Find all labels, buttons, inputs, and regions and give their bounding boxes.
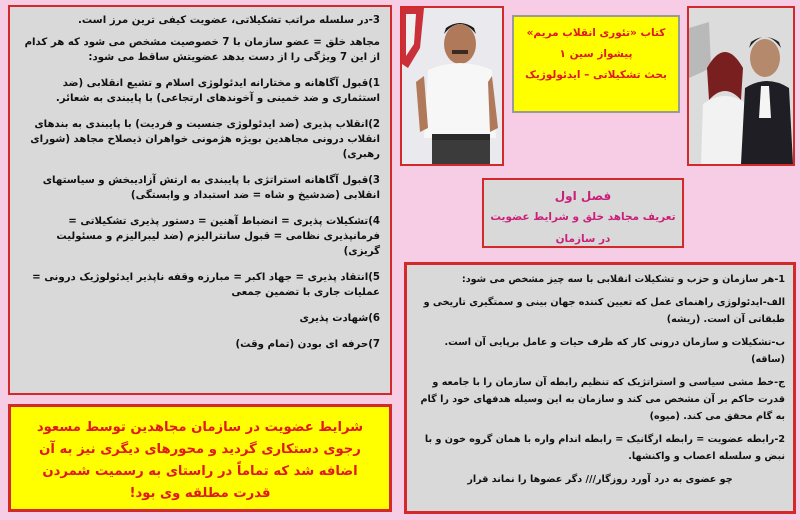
organization-definition-panel [404, 262, 796, 514]
criteria-item-6: 6)شهادت پذیری [299, 313, 380, 324]
criteria-item-3: 3)قبول آگاهانه استراتژی با پایبندی به ارتش آزادیبخش و سیاستهای انقلابی (ضدشیخ و شاه = ضد استبداد و وابستگی) [42, 175, 380, 201]
couple-photo-illustration [689, 8, 793, 164]
book-title-box [512, 15, 680, 113]
criteria-item-5: 5)انتقاد پذیری = جهاد اکبر = مبارزه وقفه ناپذیر ایدئولوژیک درونی = عملیات جاری با تضمین جمعی [32, 272, 380, 298]
definition-intro: 1-هر سازمان و حزب و تشکیلات انقلابی با سه چیز مشخص می شود: [461, 274, 785, 285]
book-subtitle: پیشواز سین ۱ [559, 48, 633, 60]
criteria-item-4: 4)تشکیلات پذیری = انضباط آهنین = دستور پذیری تشکیلاتی = فرمانپذیری نظامی = قبول سانترالیزم (ضد لیبرالیزم و مسئولیت گریزی) [56, 216, 380, 257]
criteria-item-2: 2)انقلاب پذیری (ضد ایدئولوژی جنسیت و فردیت) با پایبندی به بندهای انقلاب درونی مجاهدین بویژه هژمونی خواهران ذیصلاح مجاهد (شورای رهبری) [30, 119, 380, 160]
chapter-subtitle: تعریف مجاهد خلق و شرایط عضویت در سازمان [490, 211, 676, 245]
criteria-intro: 3-در سلسله مراتب تشکیلاتی، عضویت کیفی ترین مرز است. [78, 15, 380, 26]
book-topic: بحث تشکیلاتی – ایدئولوژیک [525, 69, 667, 81]
definition-item-strategy: ج-خط مشی سیاسی و استراتژیک که تنظیم رابطه آن سازمان را با جامعه و قدرت حاکم بر آن مشخص می کند و سازمان به این وسیله هدفهای خود را گام به گام محقق می کند. (میوه) [420, 377, 785, 422]
speaker-photo [400, 6, 504, 166]
criteria-item-1: 1)قبول آگاهانه و مختارانه ایدئولوژی اسلام و تشیع انقلابی (ضد استثماری و ضد خمینی و آخوندهای ارتجاعی) با پایبندی به شعائر. [55, 78, 380, 104]
definition-item-ideology: الف-ایدئولوژی راهنمای عمل که تعیین کننده جهان بینی و سمتگیری تاریخی و طبقاتی آن است. (ریشه) [423, 297, 785, 325]
chapter-title-box [482, 178, 684, 248]
chapter-title: فصل اول [554, 189, 612, 203]
book-title: کتاب «تئوری انقلاب مریم» [526, 27, 666, 39]
couple-photo [687, 6, 795, 166]
highlight-note-text: شرایط عضویت در سازمان مجاهدین توسط مسعود رجوی دستکاری گردید و محورهای دیگری نیز به آن اضافه شد که تماماً در راستای به رسمیت شمردن قدرت مطلقه وی بود! [36, 420, 364, 501]
speaker-photo-illustration [402, 8, 502, 164]
definition-poem: چو عضوی به درد آورد روزگار/// دگر عضوها را نماند قرار [467, 474, 733, 485]
definition-item-organization: ب-تشکیلات و سازمان درونی کار که ظرف حیات و عامل برپایی آن است. (ساقه) [444, 337, 785, 365]
membership-criteria-panel [8, 5, 392, 395]
highlight-note-box [8, 404, 392, 512]
definition-item-membership: 2-رابطه عضویت = رابطه ارگانیک = رابطه اندام واره با همان گروه خون و با نبض و سلسله اعصاب و واکنشها. [424, 434, 785, 462]
criteria-definition: مجاهد خلق = عضو سازمان با 7 خصوصیت مشخص می شود که هر کدام از این 7 ویژگی را از دست بدهد عضویتش ساقط می شود: [24, 37, 380, 63]
criteria-item-7: 7)حرفه ای بودن (تمام وقت) [235, 339, 380, 350]
